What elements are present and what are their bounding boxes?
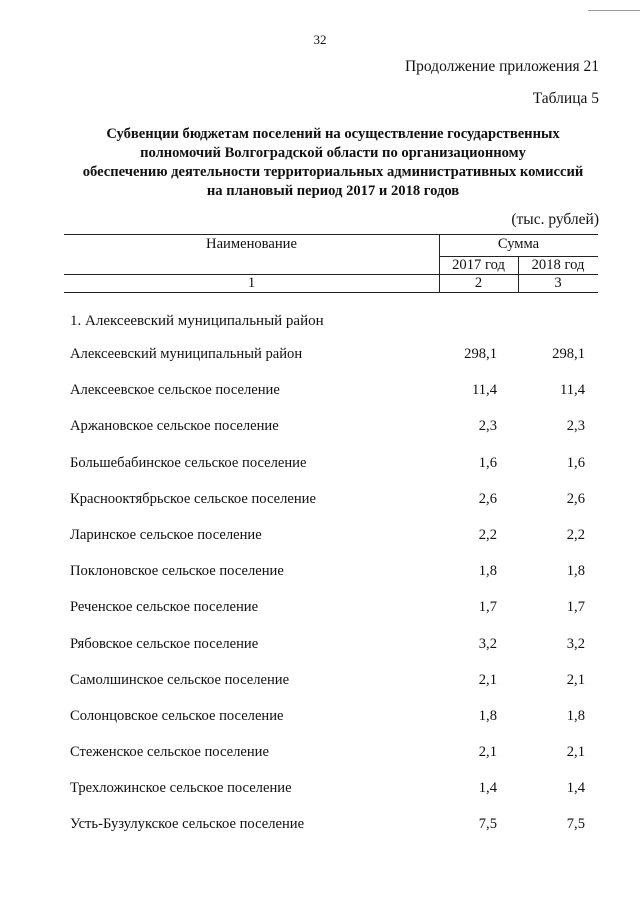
row-value-2017: 1,8 (478, 707, 497, 724)
header-name-column: Наименование (206, 236, 297, 252)
row-name: Усть-Бузулукское сельское поселение (70, 816, 305, 833)
row-value-2018: 3,2 (566, 635, 585, 652)
row-value-2017: 2,1 (478, 744, 497, 761)
row-value-2018: 1,6 (566, 454, 585, 471)
units-label: (тыс. рублей) (511, 211, 599, 228)
row-name: Ларинское сельское поселение (70, 526, 262, 543)
row-name: Трехложинское сельское поселение (70, 780, 292, 797)
row-name: Поклоновское сельское поселение (70, 563, 284, 580)
title-line: на плановый период 2017 и 2018 годов (206, 183, 460, 199)
title-line: полномочий Волгоградской области по организационному (140, 145, 526, 161)
row-value-2017: 3,2 (478, 635, 497, 652)
row-name: Алексеевское сельское поселение (70, 382, 280, 399)
header-col-number-1: 1 (247, 275, 256, 291)
table-row (0, 418, 640, 454)
table-row (0, 455, 640, 491)
row-value-2018: 1,7 (566, 599, 585, 616)
table-row (0, 816, 640, 852)
appendix-continuation: Продолжение приложения 21 (404, 58, 599, 75)
table-row (0, 382, 640, 418)
table-row (0, 527, 640, 563)
row-value-2018: 7,5 (566, 816, 585, 833)
row-value-2018: 2,1 (566, 744, 585, 761)
row-value-2018: 2,3 (566, 418, 585, 435)
corner-scan-mark (588, 10, 640, 11)
table-row (0, 599, 640, 635)
row-value-2018: 1,8 (566, 563, 585, 580)
title-line: обеспечению деятельности территориальных административных комиссий (82, 164, 584, 180)
table-header (64, 234, 598, 293)
row-value-2017: 1,6 (478, 454, 497, 471)
table-row (0, 780, 640, 816)
page-number: 32 (313, 32, 327, 47)
row-name: Аржановское сельское поселение (70, 418, 279, 435)
table-row (0, 491, 640, 527)
table-body (0, 346, 640, 853)
table-label: Таблица 5 (532, 90, 599, 107)
header-col-number-2: 2 (474, 275, 483, 291)
document-title (60, 125, 606, 201)
row-value-2017: 2,3 (478, 418, 497, 435)
header-year-2018: 2018 год (531, 257, 585, 273)
row-value-2017: 298,1 (464, 346, 497, 362)
row-name: Самолшинское сельское поселение (70, 671, 290, 688)
row-value-2018: 11,4 (560, 382, 585, 399)
row-value-2017: 2,6 (478, 490, 497, 507)
table-row (0, 346, 640, 382)
row-name: Краснооктябрьское сельское поселение (70, 490, 316, 507)
row-value-2017: 1,8 (478, 563, 497, 580)
row-value-2018: 2,6 (566, 490, 585, 507)
table-row (0, 708, 640, 744)
row-name: Большебабинское сельское поселение (70, 454, 307, 471)
row-value-2018: 1,8 (566, 707, 585, 724)
row-name: Реченское сельское поселение (70, 599, 259, 616)
table-row (0, 563, 640, 599)
row-name: Солонцовское сельское поселение (70, 707, 284, 724)
header-top-rule (64, 234, 598, 235)
header-col-number-3: 3 (554, 275, 562, 291)
row-value-2018: 298,1 (552, 346, 585, 362)
table-row (0, 744, 640, 780)
row-value-2017: 7,5 (478, 816, 497, 833)
row-value-2017: 1,4 (478, 780, 497, 797)
row-value-2017: 2,2 (478, 526, 497, 543)
row-value-2017: 1,7 (478, 599, 497, 616)
section-title: 1. Алексеевский муниципальный район (70, 313, 324, 329)
table-row (0, 672, 640, 708)
row-name: Рябовское сельское поселение (70, 635, 259, 652)
row-name: Стеженское сельское поселение (70, 744, 269, 761)
row-value-2018: 2,1 (566, 671, 585, 688)
row-value-2018: 2,2 (566, 526, 585, 543)
row-name: Алексеевский муниципальный район (70, 346, 303, 362)
row-value-2018: 1,4 (566, 780, 585, 797)
row-value-2017: 2,1 (478, 671, 497, 688)
table-row (0, 636, 640, 672)
header-sum-column: Сумма (497, 236, 540, 252)
title-line: Субвенции бюджетам поселений на осуществление государственных (106, 126, 560, 142)
header-year-2017: 2017 год (452, 257, 505, 273)
row-value-2017: 11,4 (472, 382, 497, 399)
